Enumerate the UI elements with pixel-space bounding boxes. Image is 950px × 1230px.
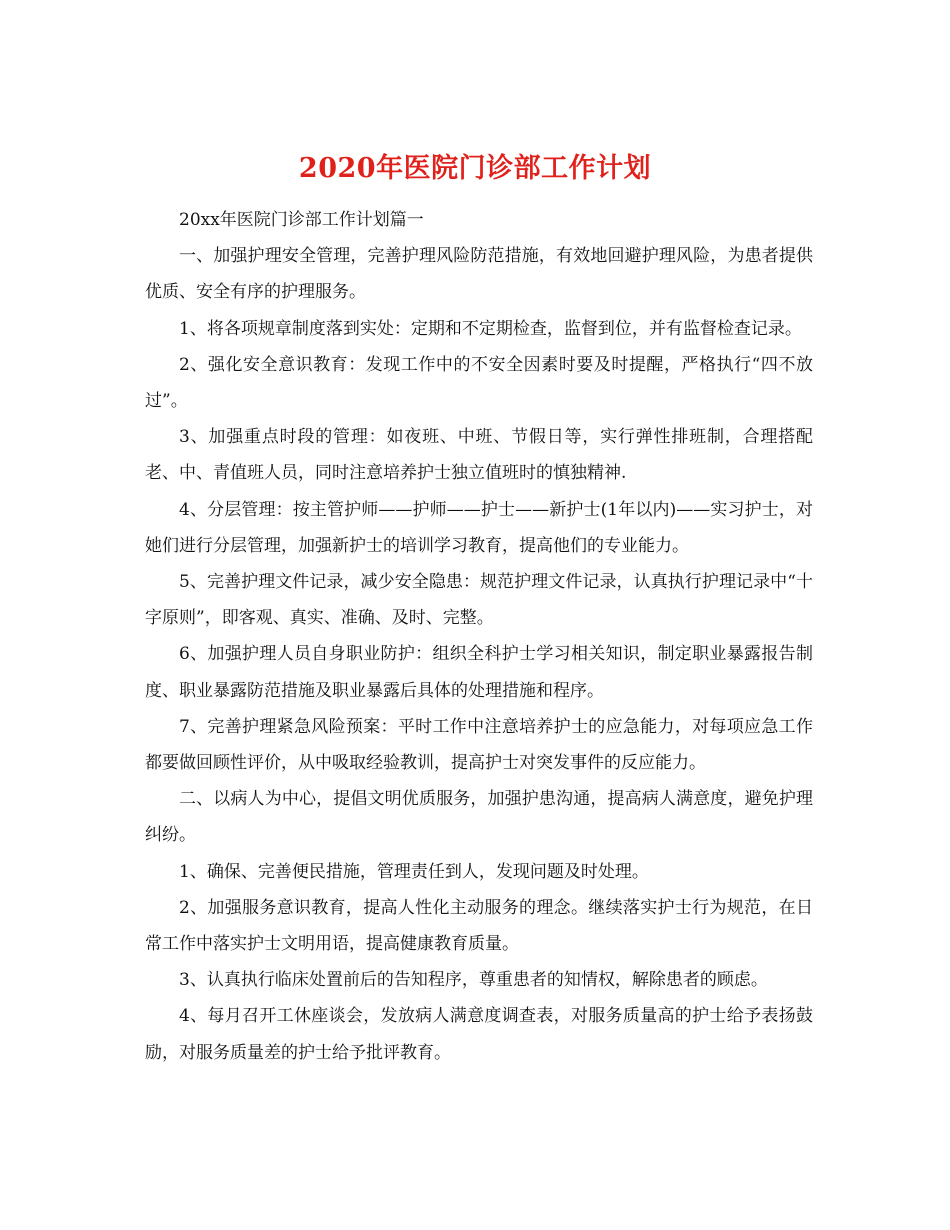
paragraph-2-4: 4、每月召开工休座谈会，发放病人满意度调查表，对服务质量高的护士给予表扬鼓励，对服务质量差的护士给予批评教育。 [145,1006,813,1063]
paragraph-1-1: 1、将各项规章制度落到实处：定期和不定期检查，监督到位，并有监督检查记录。 [179,318,802,339]
page-title: 2020年医院门诊部工作计划 [298,153,652,185]
section-heading-2: 二、以病人为中心，提倡文明优质服务，加强护患沟通，提高病人满意度，避免护理纠纷。 [145,789,813,846]
section-heading-1: 一、加强护理安全管理，完善护理风险防范措施，有效地回避护理风险，为患者提供优质、安全有序的护理服务。 [145,246,813,303]
document-body [145,202,813,1071]
paragraph-1-7: 7、完善护理紧急风险预案：平时工作中注意培养护士的应急能力，对每项应急工作都要做回顾性评价，从中吸取经验教训，提高护士对突发事件的反应能力。 [145,716,813,774]
paragraph-2-1: 1、确保、完善便民措施，管理责任到人，发现问题及时处理。 [179,861,649,882]
paragraph-1-3: 3、加强重点时段的管理：如夜班、中班、节假日等，实行弹性排班制，合理搭配老、中、青值班人员，同时注意培养护士独立值班时的慎独精神. [145,427,813,484]
paragraph-1-5: 5、完善护理文件记录，减少安全隐患：规范护理文件记录，认真执行护理记录中“十字原则”，即客观、真实、准确、及时、完整。 [145,572,813,629]
paragraph-1-4: 4、分层管理：按主管护师——护师——护士——新护士(1年以内)——实习护士，对她们进行分层管理，加强新护士的培训学习教育，提高他们的专业能力。 [145,499,813,556]
paragraph-1-6: 6、加强护理人员自身职业防护：组织全科护士学习相关知识，制定职业暴露报告制度、职业暴露防范措施及职业暴露后具体的处理措施和程序。 [145,644,813,701]
paragraph-2-3: 3、认真执行临床处置前后的告知程序，尊重患者的知情权，解除患者的顾虑。 [179,970,768,991]
paragraph-2-2: 2、加强服务意识教育，提高人性化主动服务的理念。继续落实护士行为规范，在日常工作中落实护士文明用语，提高健康教育质量。 [145,897,813,955]
paragraph-1-2: 2、强化安全意识教育：发现工作中的不安全因素时要及时提醒，严格执行“四不放过”。 [145,354,813,412]
subtitle-paragraph: 20xx年医院门诊部工作计划篇一 [179,210,424,230]
